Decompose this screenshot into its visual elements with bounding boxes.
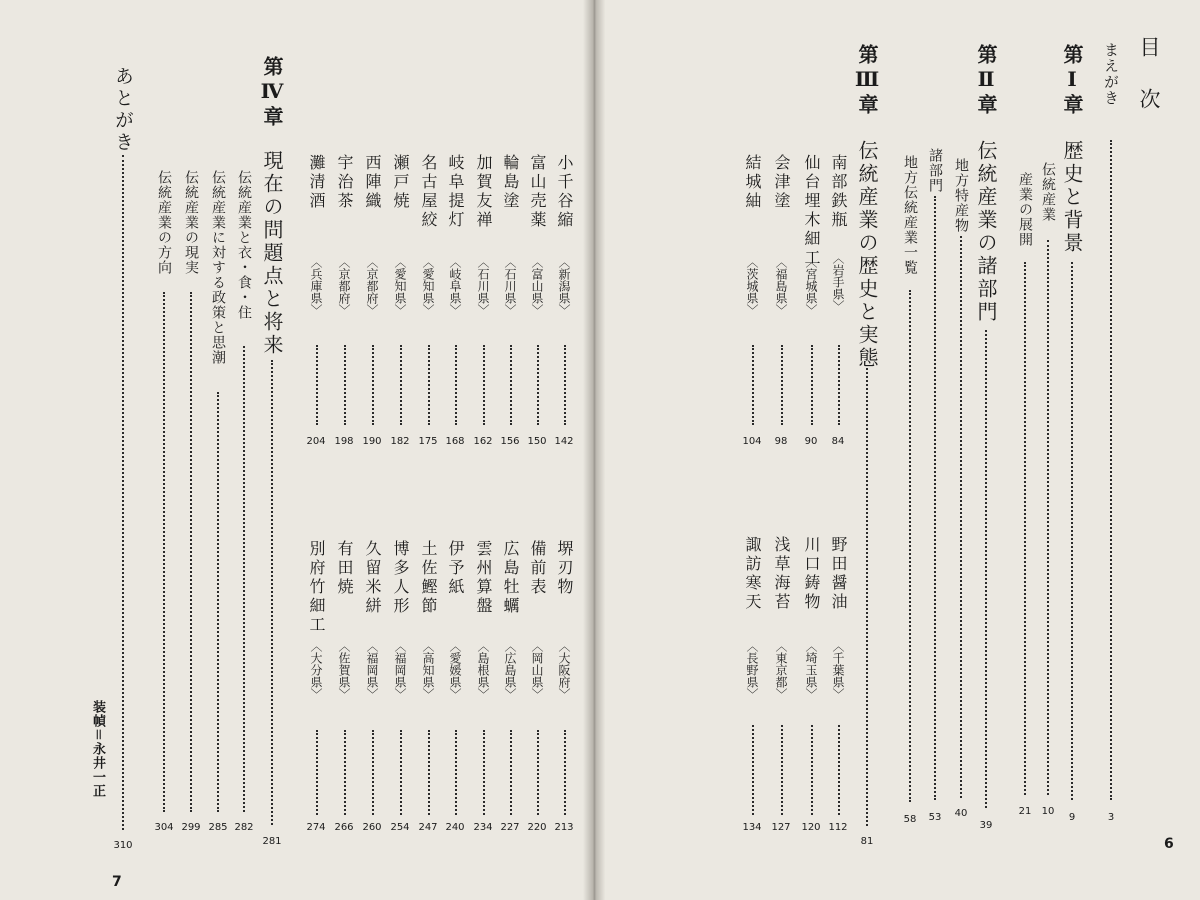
toc-item: 野田醤油 (829, 536, 848, 612)
leader-dots (1071, 262, 1073, 800)
leader-dots (217, 392, 219, 812)
toc-title: 目 次 (1137, 36, 1161, 114)
page-number: 3 (1107, 812, 1115, 823)
page-number: 58 (903, 814, 917, 825)
page-number: 142 (554, 436, 574, 447)
prefecture-label: 〈石川県〉 (476, 256, 490, 316)
toc-item: 博多人形 (391, 540, 410, 616)
prefecture-label: 〈福岡県〉 (393, 640, 407, 700)
prefecture-label: 〈島根県〉 (476, 640, 490, 700)
leader-dots (537, 730, 539, 815)
leader-dots (271, 360, 273, 825)
page-number: 304 (154, 822, 174, 833)
page-number: 220 (527, 822, 547, 833)
page-number: 21 (1018, 806, 1032, 817)
prefecture-label: 〈岡山県〉 (530, 640, 544, 700)
page-number: 81 (860, 836, 874, 847)
prefecture-label: 〈佐賀県〉 (337, 640, 351, 700)
prefecture-label: 〈京都府〉 (337, 256, 351, 316)
section-4-4: 伝統産業の方向 (156, 170, 172, 275)
prefecture-label: 〈広島県〉 (503, 640, 517, 700)
toc-item: 灘清酒 (307, 154, 326, 211)
leader-dots (1047, 240, 1049, 795)
page-number: 162 (473, 436, 493, 447)
page-number: 10 (1041, 806, 1055, 817)
leader-dots (781, 725, 783, 815)
toc-item: 仙台埋木細工 (802, 154, 821, 268)
chapter-2-title: 伝統産業の諸部門 (974, 140, 998, 324)
toc-item: 久留米絣 (363, 540, 382, 616)
leader-dots (483, 730, 485, 815)
leader-dots (537, 345, 539, 425)
leader-dots (243, 346, 245, 812)
prefecture-label: 〈福島県〉 (774, 256, 788, 316)
page-number: 227 (500, 822, 520, 833)
toc-item: 富山売薬 (528, 154, 547, 230)
page-number: 156 (500, 436, 520, 447)
chapter-4-label: 第Ⅳ章 (260, 56, 284, 129)
prefecture-label: 〈高知県〉 (421, 640, 435, 700)
leader-dots (564, 730, 566, 815)
prefecture-label: 〈岐阜県〉 (448, 256, 462, 316)
leader-dots (400, 345, 402, 425)
prefecture-label: 〈長野県〉 (745, 640, 759, 700)
design-credit: 装幀＝永井一正 (90, 700, 105, 799)
toc-item: 岐阜提灯 (446, 154, 465, 230)
prefecture-label: 〈埼玉県〉 (804, 640, 818, 700)
prefecture-label: 〈岩手県〉 (831, 252, 845, 312)
toc-item: 会津塗 (772, 154, 791, 211)
page-number: 90 (804, 436, 818, 447)
page-number: 127 (771, 822, 791, 833)
leader-dots (1110, 140, 1112, 800)
page-number: 234 (473, 822, 493, 833)
page-number: 84 (831, 436, 845, 447)
page-number: 281 (262, 836, 282, 847)
toc-item: 南部鉄瓶 (829, 154, 848, 230)
leader-dots (455, 730, 457, 815)
toc-item: 堺刃物 (555, 540, 574, 597)
toc-item: 備前表 (528, 540, 547, 597)
prefecture-label: 〈愛知県〉 (421, 256, 435, 316)
leader-dots (122, 155, 124, 830)
page-number: 282 (234, 822, 254, 833)
leader-dots (960, 236, 962, 798)
toc-item: 諏訪寒天 (743, 536, 762, 612)
leader-dots (752, 725, 754, 815)
prefecture-label: 〈東京都〉 (774, 640, 788, 700)
leader-dots (564, 345, 566, 425)
prefecture-label: 〈兵庫県〉 (309, 256, 323, 316)
prefecture-label: 〈石川県〉 (503, 256, 517, 316)
leader-dots (811, 345, 813, 425)
leader-dots (909, 290, 911, 802)
leader-dots (455, 345, 457, 425)
page-number: 98 (774, 436, 788, 447)
leader-dots (483, 345, 485, 425)
section-1-2: 産業の展開 (1017, 172, 1033, 247)
toc-item: 輪島塗 (501, 154, 520, 211)
page-number: 112 (828, 822, 848, 833)
leader-dots (428, 730, 430, 815)
chapter-2-label: 第Ⅱ章 (974, 44, 998, 117)
toc-item: 結城紬 (743, 154, 762, 211)
prefecture-label: 〈茨城県〉 (745, 256, 759, 316)
page-number: 175 (418, 436, 438, 447)
leader-dots (510, 730, 512, 815)
section-2-2: 諸部門 (927, 148, 943, 193)
page-number: 299 (181, 822, 201, 833)
page-number: 168 (445, 436, 465, 447)
leader-dots (811, 725, 813, 815)
leader-dots (344, 730, 346, 815)
toc-item: 雲州算盤 (474, 540, 493, 616)
toc-item: 名古屋絞 (419, 154, 438, 230)
toc-item: 広島牡蠣 (501, 540, 520, 616)
toc-item: 川口鋳物 (802, 536, 821, 612)
page-number: 40 (954, 808, 968, 819)
leader-dots (163, 292, 165, 812)
page-folio-left: 7 (112, 874, 122, 890)
page-number: 285 (208, 822, 228, 833)
page-number: 120 (801, 822, 821, 833)
toc-item: 西陣織 (363, 154, 382, 211)
page-number: 53 (928, 812, 942, 823)
prefecture-label: 〈京都府〉 (365, 256, 379, 316)
page-number: 150 (527, 436, 547, 447)
toc-item: 小千谷縮 (555, 154, 574, 230)
chapter-1-label: 第Ⅰ章 (1060, 44, 1084, 117)
leader-dots (316, 730, 318, 815)
page-number: 182 (390, 436, 410, 447)
toc-item: 有田焼 (335, 540, 354, 597)
leader-dots (372, 730, 374, 815)
toc-entry-maegaki: まえがき (1102, 42, 1120, 106)
leader-dots (510, 345, 512, 425)
page-number: 104 (742, 436, 762, 447)
prefecture-label: 〈大阪府〉 (557, 640, 571, 700)
toc-item: 宇治茶 (335, 154, 354, 211)
leader-dots (428, 345, 430, 425)
section-4-1: 伝統産業と衣・食・住 (236, 170, 252, 320)
prefecture-label: 〈愛媛県〉 (448, 640, 462, 700)
leader-dots (190, 292, 192, 812)
chapter-3-label: 第Ⅲ章 (855, 44, 879, 117)
page-number: 240 (445, 822, 465, 833)
book-gutter (583, 0, 605, 900)
page-number: 39 (979, 820, 993, 831)
toc-item: 加賀友禅 (474, 154, 493, 230)
prefecture-label: 〈愛知県〉 (393, 256, 407, 316)
page-number: 198 (334, 436, 354, 447)
section-1-1: 伝統産業 (1040, 162, 1056, 222)
page-folio-right: 6 (1164, 836, 1174, 852)
page-number: 274 (306, 822, 326, 833)
page-number: 213 (554, 822, 574, 833)
chapter-1-title: 歴史と背景 (1060, 140, 1084, 255)
section-4-3: 伝統産業の現実 (183, 170, 199, 275)
leader-dots (838, 345, 840, 425)
page-number: 266 (334, 822, 354, 833)
page-number: 260 (362, 822, 382, 833)
leader-dots (344, 345, 346, 425)
prefecture-label: 〈宮城県〉 (804, 256, 818, 316)
leader-dots (752, 345, 754, 425)
section-4-2: 伝統産業に対する政策と思潮 (210, 170, 226, 365)
leader-dots (985, 330, 987, 808)
page-number: 254 (390, 822, 410, 833)
page-number: 9 (1068, 812, 1076, 823)
section-2-1: 地方特産物 (953, 158, 969, 233)
leader-dots (400, 730, 402, 815)
toc-item: 浅草海苔 (772, 536, 791, 612)
page-number: 247 (418, 822, 438, 833)
page-number: 204 (306, 436, 326, 447)
toc-item: 別府竹細工 (307, 540, 326, 635)
prefecture-label: 〈富山県〉 (530, 256, 544, 316)
chapter-3-title: 伝統産業の歴史と実態 (855, 140, 879, 370)
toc-item: 伊予紙 (446, 540, 465, 597)
leader-dots (781, 345, 783, 425)
leader-dots (934, 196, 936, 800)
leader-dots (1024, 262, 1026, 795)
prefecture-label: 〈大分県〉 (309, 640, 323, 700)
prefecture-label: 〈福岡県〉 (365, 640, 379, 700)
page-number: 310 (113, 840, 133, 851)
toc-item: 土佐鰹節 (419, 540, 438, 616)
page-number: 190 (362, 436, 382, 447)
prefecture-label: 〈新潟県〉 (557, 256, 571, 316)
leader-dots (838, 725, 840, 815)
prefecture-label: 〈千葉県〉 (831, 640, 845, 700)
leader-dots (372, 345, 374, 425)
leader-dots (316, 345, 318, 425)
page-number: 134 (742, 822, 762, 833)
toc-entry-atogaki: あとがき (112, 66, 134, 154)
leader-dots (866, 368, 868, 826)
section-2-3: 地方伝統産業一覧 (902, 155, 918, 275)
chapter-4-title: 現在の問題点と将来 (260, 150, 284, 357)
toc-item: 瀬戸焼 (391, 154, 410, 211)
